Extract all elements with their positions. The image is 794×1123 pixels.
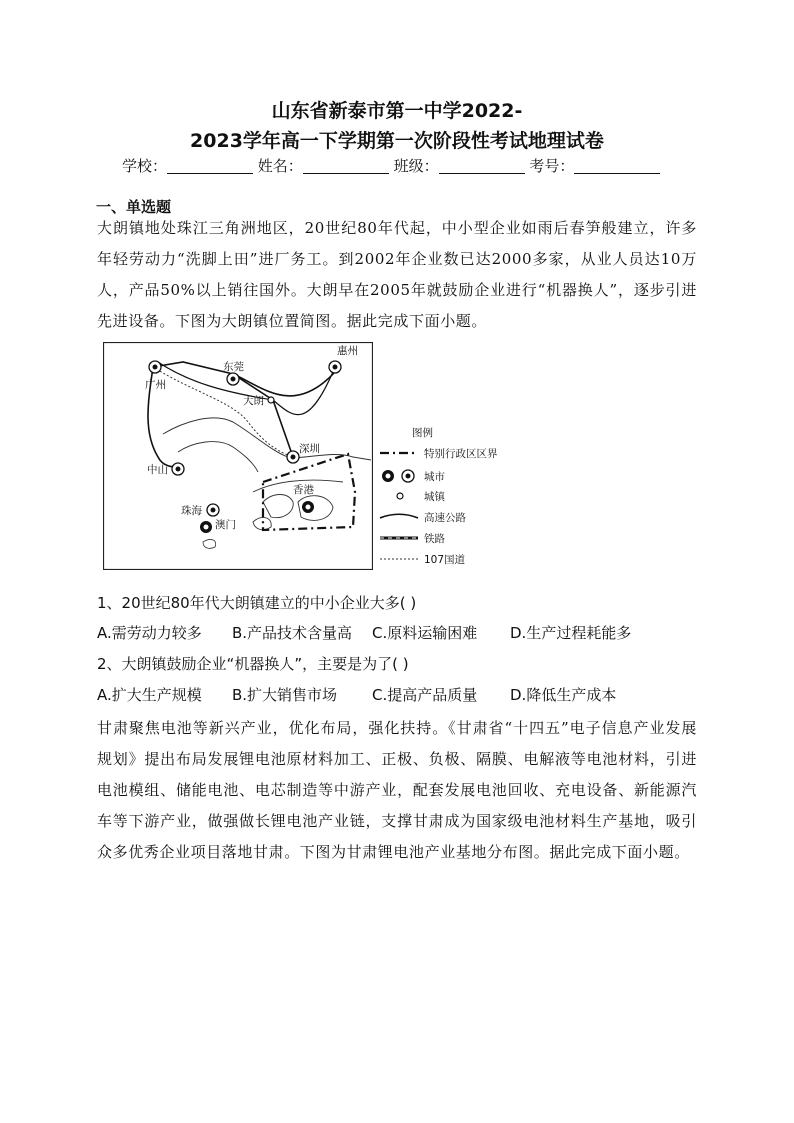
- section-heading: 一、单选题: [96, 198, 172, 216]
- q2-option-d[interactable]: D.降低生产成本: [510, 686, 617, 704]
- q2-option-b[interactable]: B.扩大销售市场: [232, 686, 338, 704]
- exam-title-line1: 山东省新泰市第一中学2022-: [271, 100, 523, 122]
- label-shenzhen: 深圳: [299, 443, 320, 455]
- city-hongkong: [302, 501, 314, 513]
- student-info-row: [122, 155, 660, 176]
- q1-option-a[interactable]: A.需劳动力较多: [97, 624, 202, 642]
- question-2-stem: 2、大朗镇鼓励企业“机器换人”，主要是为了( ): [97, 655, 409, 673]
- question-1-stem: 1、20世纪80年代大朗镇建立的中小企业大多( ): [97, 594, 417, 612]
- school-label: 学校：: [122, 157, 168, 175]
- city-macao: [200, 521, 212, 533]
- legend-item-national-road: 107国道: [424, 554, 466, 566]
- city-shenzhen: [287, 451, 299, 463]
- label-macao: 澳门: [215, 519, 236, 531]
- class-blank[interactable]: [439, 159, 525, 174]
- q2-option-c[interactable]: C.提高产品质量: [372, 686, 478, 704]
- school-blank[interactable]: [167, 159, 253, 174]
- number-blank[interactable]: [574, 159, 660, 174]
- class-label: 班级：: [393, 157, 439, 175]
- label-zhongshan: 中山: [147, 464, 168, 476]
- passage-dalang: 大朗镇地处珠江三角洲地区，20世纪80年代起，中小型企业如雨后春笋般建立，许多年轻劳动力“洗脚上田”进厂务工。到2002年企业数已达2000多家，从业人员达10万人，产品50%以上销往国外。大朗早在2005年就鼓励企业进行“机器换人”，逐步引进先进设备。下图为大朗镇位置简图。据此完成下面小题。: [97, 219, 697, 330]
- city-zhongshan: [172, 463, 184, 475]
- legend-item-railway: 铁路: [424, 533, 445, 545]
- exam-title-line2: 2023学年高一下学期第一次阶段性考试地理试卷: [190, 130, 604, 152]
- label-hongkong: 香港: [293, 484, 314, 496]
- label-dalang: 大朗: [243, 395, 264, 407]
- passage-gansu: 甘肃聚焦电池等新兴产业，优化布局，强化扶持。《甘肃省“十四五”电子信息产业发展规划》提出布局发展锂电池原材料加工、正极、负极、隔膜、电解液等电池材料，引进电池模组、储能电池、电芯制造等中游产业，配套发展电池回收、充电设备、新能源汽车等下游产业，做强做长锂电池产业链，支撑甘肃成为国家级电池材料生产基地，吸引众多优秀企业项目落地甘肃。下图为甘肃锂电池产业基地分布图。据此完成下面小题。: [97, 719, 697, 861]
- label-zhuhai: 珠海: [181, 505, 202, 517]
- city-dongguan: [227, 373, 239, 385]
- q1-option-c[interactable]: C.原料运输困难: [372, 624, 478, 642]
- town-dalang: [268, 397, 274, 403]
- number-label: 考号：: [529, 157, 575, 175]
- name-label: 姓名：: [257, 157, 303, 175]
- dalang-location-map: [103, 342, 373, 570]
- legend-title: 图例: [412, 427, 433, 439]
- name-blank[interactable]: [303, 159, 389, 174]
- q1-option-b[interactable]: B.产品技术含量高: [232, 624, 353, 642]
- q1-option-d[interactable]: D.生产过程耗能多: [510, 624, 632, 642]
- legend-item-sar-boundary: 特别行政区区界: [424, 448, 498, 460]
- label-huizhou: 惠州: [337, 345, 358, 357]
- question-1-options: [97, 622, 631, 643]
- question-2-options: [97, 684, 616, 705]
- legend-item-highway: 高速公路: [424, 512, 466, 524]
- legend-item-city: 城市: [424, 471, 445, 483]
- legend-item-town: 城镇: [424, 491, 445, 503]
- city-huizhou: [329, 361, 341, 373]
- label-guangzhou: 广州: [145, 379, 166, 391]
- city-zhuhai: [207, 504, 219, 516]
- q2-option-a[interactable]: A.扩大生产规模: [97, 686, 202, 704]
- label-dongguan: 东莞: [223, 361, 244, 373]
- city-guangzhou: [149, 361, 161, 373]
- map-legend: [378, 425, 538, 570]
